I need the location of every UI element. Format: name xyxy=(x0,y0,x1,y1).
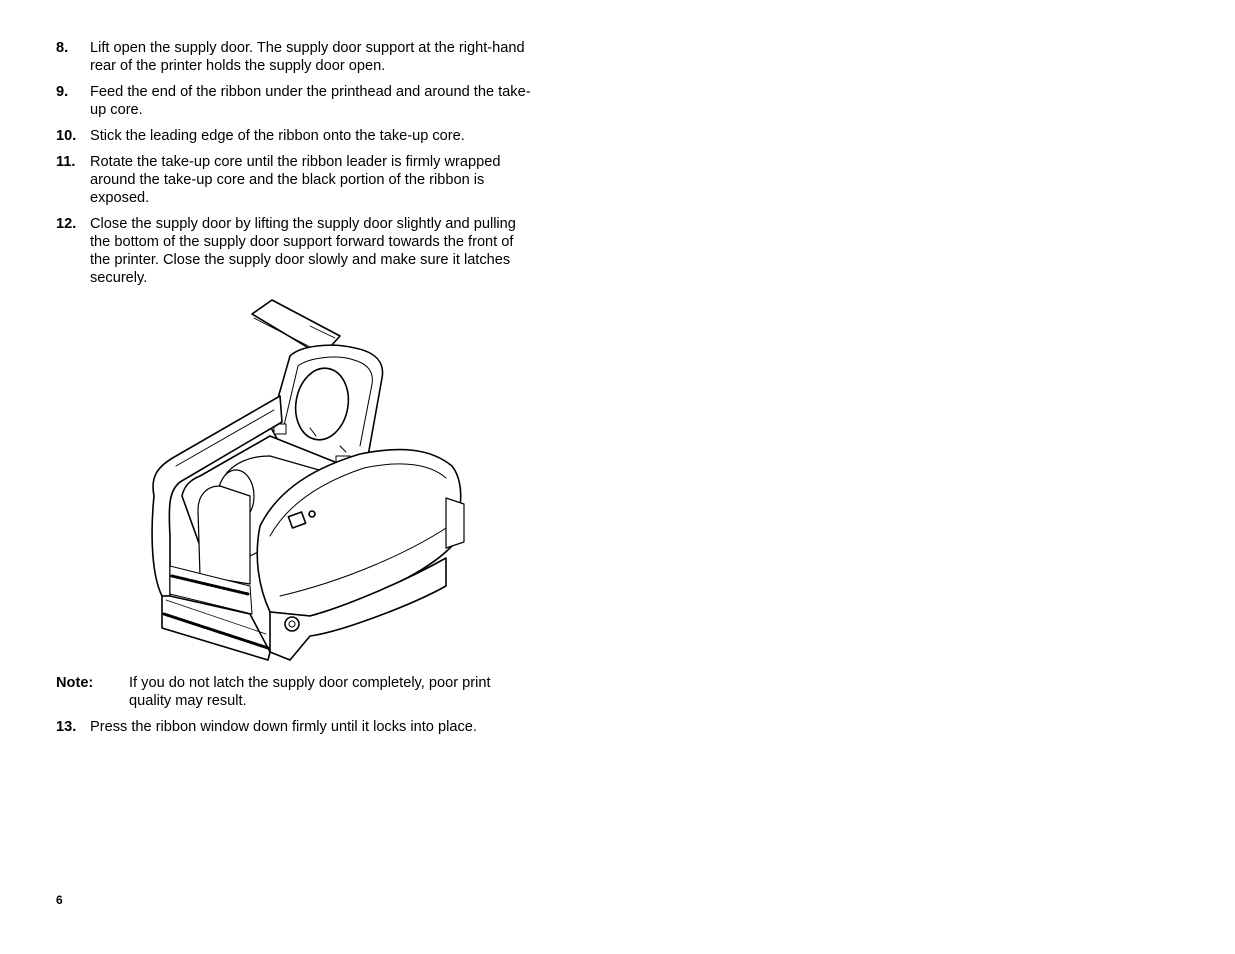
step-number: 12. xyxy=(56,216,77,232)
step-9 xyxy=(56,83,536,119)
note-block xyxy=(56,674,536,710)
note-label: Note: xyxy=(56,675,94,691)
step-text: Feed the end of the ribbon under the printhead and around the take-up core. xyxy=(90,84,531,118)
final-steps xyxy=(56,718,536,744)
printer-illustration-icon xyxy=(140,296,470,668)
step-text: Stick the leading edge of the ribbon onto the take-up core. xyxy=(90,128,465,144)
page-number: 6 xyxy=(56,893,63,907)
step-text: Rotate the take-up core until the ribbon leader is firmly wrapped around the take-up core and the black portion of the ribbon is exposed. xyxy=(90,154,501,206)
step-text: Press the ribbon window down firmly until it locks into place. xyxy=(90,719,477,735)
step-12 xyxy=(56,215,536,287)
step-number: 9. xyxy=(56,84,69,100)
step-text: Lift open the supply door. The supply door support at the right-hand rear of the printer holds the supply door open. xyxy=(90,40,525,74)
step-13 xyxy=(56,718,536,736)
step-8 xyxy=(56,39,536,75)
printer-open-illustration xyxy=(140,296,470,668)
step-number: 11. xyxy=(56,154,76,170)
step-text: Close the supply door by lifting the supply door slightly and pulling the bottom of the supply door support forward towards the front of the printer. Close the supply door slowly and make sure it latches securely. xyxy=(90,216,516,286)
step-10 xyxy=(56,127,536,145)
note-text: If you do not latch the supply door completely, poor print quality may result. xyxy=(129,675,491,709)
step-number: 10. xyxy=(56,128,77,144)
step-number: 8. xyxy=(56,40,69,56)
step-number: 13. xyxy=(56,719,77,735)
step-11 xyxy=(56,153,536,207)
instruction-steps xyxy=(56,39,536,295)
